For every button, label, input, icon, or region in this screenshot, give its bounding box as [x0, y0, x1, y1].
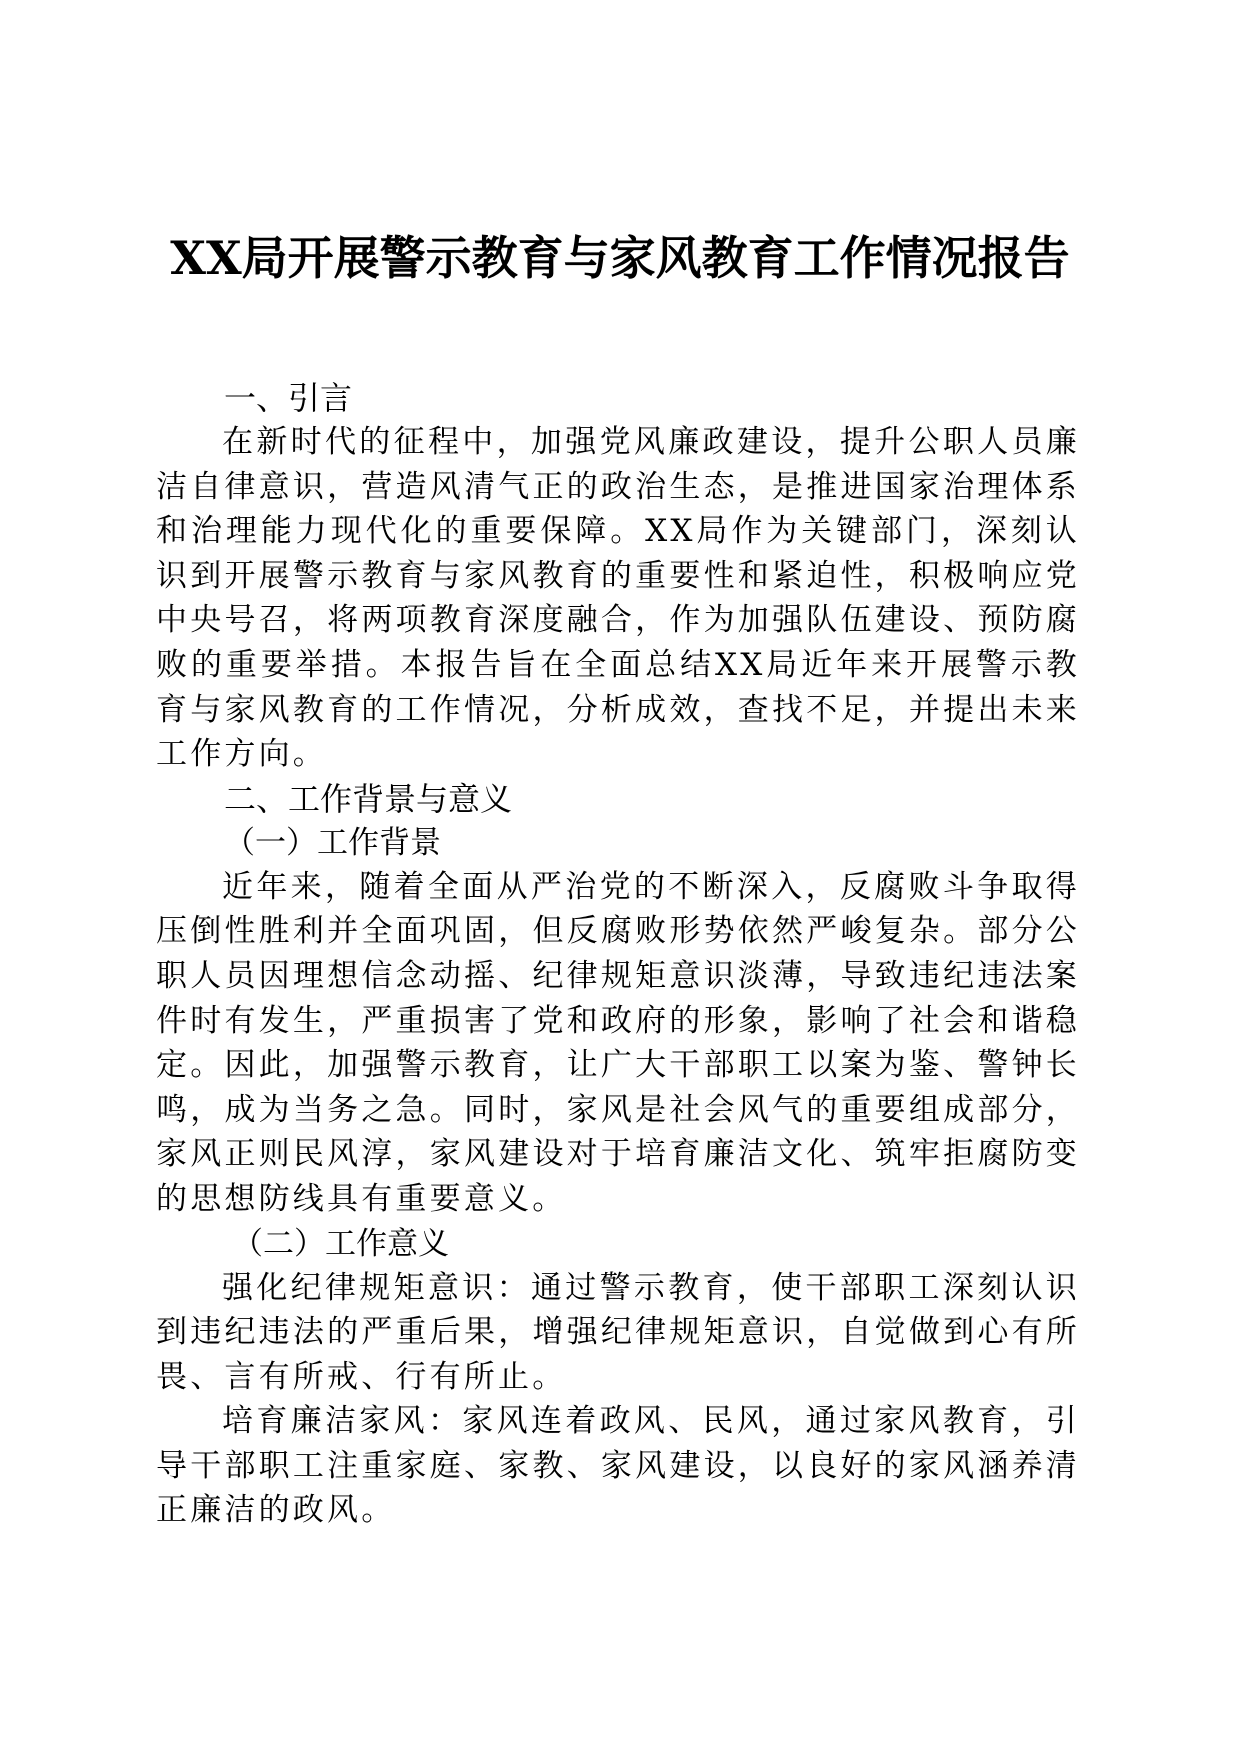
section-heading-introduction: 一、引言: [224, 379, 353, 417]
paragraph-background: 近年来，随着全面从严治党的不断深入，反腐败斗争取得压倒性胜利并全面巩固，但反腐败形势依然严峻复杂。部分公职人员因理想信念动摇、纪律规矩意识淡薄，导致违纪违法案件时有发生，严重损害了党和政府的形象，影响了社会和谐稳定。因此，加强警示教育，让广大干部职工以案为鉴、警钟长鸣，成为当务之急。同时，家风是社会风气的重要组成部分，家风正则民风淳，家风建设对于培育廉洁文化、筑牢拒腐防变的思想防线具有重要意义。: [156, 868, 1080, 1217]
document-body: [156, 376, 1080, 1533]
document-title: XX局开展警示教育与家风教育工作情况报告: [170, 231, 1070, 285]
paragraph-discipline-awareness: 强化纪律规矩意识：通过警示教育，使干部职工深刻认识到违纪违法的严重后果，增强纪律规矩意识，自觉做到心有所畏、言有所戒、行有所止。: [156, 1269, 1080, 1395]
paragraph-introduction: 在新时代的征程中，加强党风廉政建设，提升公职人员廉洁自律意识，营造风清气正的政治生态，是推进国家治理体系和治理能力现代化的重要保障。XX局作为关键部门，深刻认识到开展警示教育与家风教育的重要性和紧迫性，积极响应党中央号召，将两项教育深度融合，作为加强队伍建设、预防腐败的重要举措。本报告旨在全面总结XX局近年来开展警示教育与家风教育的工作情况，分析成效，查找不足，并提出未来工作方向。: [156, 424, 1080, 773]
section-heading-background-significance: 二、工作背景与意义: [224, 779, 513, 818]
paragraph-clean-family-tradition: 培育廉洁家风：家风连着政风、民风，通过家风教育，引导干部职工注重家庭、家教、家风建设，以良好的家风涵养清正廉洁的政风。: [156, 1403, 1080, 1529]
subsection-heading-significance: （二）工作意义: [232, 1225, 449, 1262]
subsection-heading-background: （一）工作背景: [224, 824, 441, 861]
